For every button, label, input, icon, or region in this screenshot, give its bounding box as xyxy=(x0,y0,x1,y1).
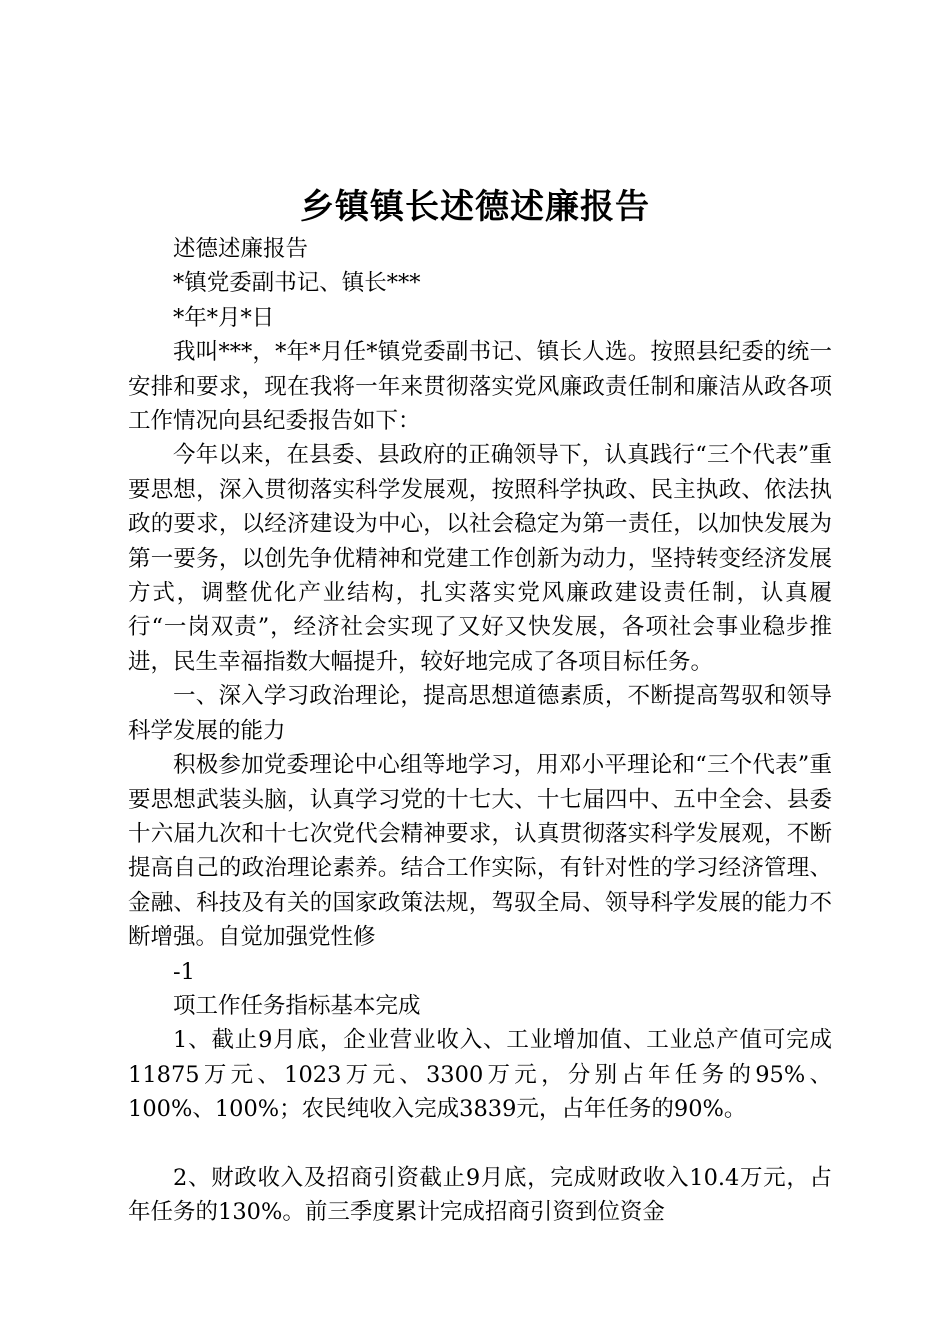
author-line: *镇党委副书记、镇长*** xyxy=(173,270,421,297)
page-number: -1 xyxy=(173,958,195,985)
date-line: *年*月*日 xyxy=(173,304,275,331)
item-1-paragraph: 1、截止9月底，企业营业收入、工业增加值、工业总产值可完成11875万元、1023万元、3300万元，分别占年任务的95%、100%、100%；农民纯收入完成3839元，占年任务的90%。 xyxy=(128,1027,832,1123)
section-heading: 一、深入学习政治理论，提高思想道德素质，不断提高驾驭和领导科学发展的能力 xyxy=(128,683,832,744)
overview-paragraph: 今年以来，在县委、县政府的正确领导下，认真践行“三个代表”重要思想，深入贯彻落实科学发展观，按照科学执政、民主执政、依法执政的要求，以经济建设为中心，以社会稳定为第一责任，以加快发展为第一要务，以创先争优精神和党建工作创新为动力，坚持转变经济发展方式，调整优化产业结构，扎实落实党风廉政建设责任制，认真履行“一岗双责”，经济社会实现了又好又快发展，各项社会事业稳步推进，民生幸福指数大幅提升，较好地完成了各项目标任务。 xyxy=(128,442,832,675)
intro-paragraph: 我叫***，*年*月任*镇党委副书记、镇长人选。按照县纪委的统一安排和要求，现在我将一年来贯彻落实党风廉政责任制和廉洁从政各项工作情况向县纪委报告如下： xyxy=(128,339,832,435)
subtitle-line: 述德述廉报告 xyxy=(173,236,309,262)
document-body xyxy=(128,232,832,1229)
item-2-paragraph: 2、财政收入及招商引资截止9月底，完成财政收入10.4万元，占年任务的130%。前三季度累计完成招商引资到位资金 xyxy=(128,1164,832,1225)
document-title: 乡镇镇长述德述廉报告 xyxy=(300,187,650,227)
study-paragraph: 积极参加党委理论中心组等地学习，用邓小平理论和“三个代表”重要思想武装头脑，认真学习党的十七大、十七届四中、五中全会、县委十六届九次和十七次党代会精神要求，认真贯彻落实科学发展观，不断提高自己的政治理论素养。结合工作实际，有针对性的学习经济管理、金融、科技及有关的国家政策法规，驾驭全局、领导科学发展的能力不断增强。自觉加强党性修 xyxy=(128,752,832,951)
tasks-line: 项工作任务指标基本完成 xyxy=(173,992,421,1019)
